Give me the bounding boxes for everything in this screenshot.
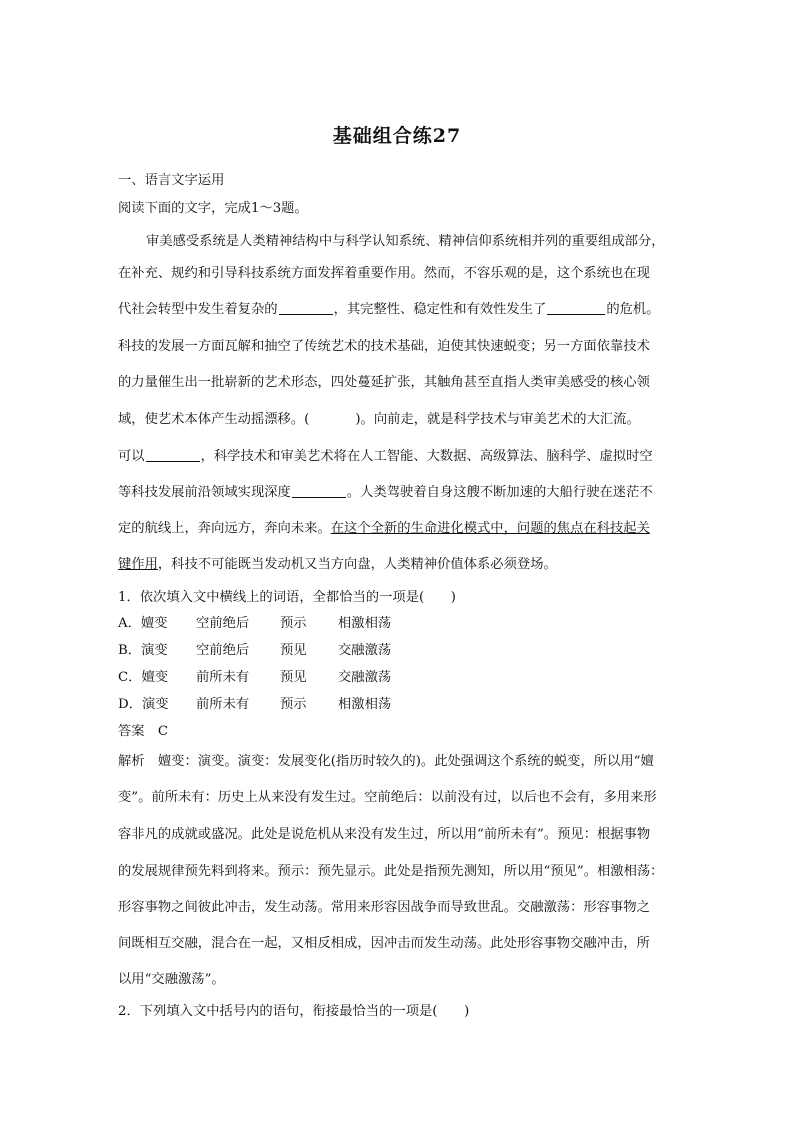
explanation-line-3: 容非凡的成就或盛况。此处是说危机从来没有发生过，所以用“前所未有”。预见：根据事物	[118, 827, 651, 842]
option-word: 空前绝后	[196, 643, 250, 658]
passage-text: )。向前走，就是科学技术与审美艺术的大汇流。	[355, 412, 640, 427]
section-heading: 一、语言文字运用	[118, 173, 225, 188]
explanation-line-1: 解析 嬗变：演变。演变：发展变化(指历时较久的)。此处强调这个系统的蜕变，所以用“嬗	[118, 754, 654, 769]
question-1-option-b	[118, 641, 678, 661]
option-word: 空前绝后	[196, 616, 250, 631]
passage-text: ，科学技术和审美艺术将在人工智能、大数据、高级算法、脑科学、虚拟时空	[200, 449, 653, 464]
fill-blank-2	[547, 302, 605, 315]
question-1-stem: 1．依次填入文中横线上的词语，全都恰当的一项是( )	[118, 590, 456, 605]
explanation-line-4: 的发展规律预先料到将来。预示：预先显示。此处是指预先测知，所以用“预见”。相激相荡：	[118, 864, 664, 879]
page-title: 基础组合练27	[332, 125, 462, 147]
underlined-sentence: 键作用	[118, 557, 158, 572]
passage-text: 在补充、规约和引导科技系统方面发挥着重要作用。然而，不容乐观的是，这个系统也在现	[118, 266, 650, 281]
option-label: D．演变	[118, 697, 169, 712]
instruction: 阅读下面的文字，完成1～3题。	[118, 201, 308, 216]
option-label: B．演变	[118, 643, 168, 658]
fill-blank-3	[146, 449, 200, 462]
passage-line-9	[118, 519, 678, 539]
explanation-line-5: 形容事物之间彼此冲击，发生动荡。常用来形容因战争而导致世乱。交融激荡：形容事物之	[118, 900, 650, 915]
passage-text: ，科技不可能既当发动机又当方向盘，人类精神价值体系必须登场。	[157, 557, 557, 572]
passage-text: 可以	[118, 449, 145, 464]
passage-text: 的危机。	[606, 302, 660, 317]
question-1-answer: 答案 C	[118, 724, 169, 739]
passage-text: 。人类驾驶着自身这艘不断加速的大船行驶在迷茫不	[346, 485, 653, 500]
question-1-option-c	[118, 668, 678, 688]
question-1-option-a	[118, 614, 678, 634]
passage-text: ，其完整性、稳定性和有效性发生了	[333, 302, 547, 317]
explanation-line-2: 变”。前所未有：历史上从来没有发生过。空前绝后：以前没有过，以后也不会有，多用来形	[118, 790, 657, 805]
passage-line-8	[118, 483, 678, 503]
option-label: C．嬗变	[118, 670, 169, 685]
passage-line-10	[118, 555, 678, 575]
option-word: 前所未有	[196, 670, 250, 685]
passage-line-6	[118, 410, 678, 430]
explanation-line-6: 间既相互交融，混合在一起，又相反相成，因冲击而发生动荡。此处形容事物交融冲击，所	[118, 936, 650, 951]
passage-line-2	[118, 264, 678, 284]
option-word: 相激相荡	[338, 616, 392, 631]
option-word: 预示	[280, 697, 307, 712]
underlined-sentence: 在这个全新的生命进化模式中，问题的焦点在科技起关	[330, 521, 650, 536]
option-word: 预示	[280, 616, 307, 631]
option-word: 前所未有	[196, 697, 250, 712]
question-1-option-d	[118, 695, 678, 715]
fill-blank-4	[292, 485, 346, 498]
option-word: 预见	[280, 670, 307, 685]
passage-text: 定的航线上，奔向远方，奔向未来。	[118, 521, 331, 536]
option-word: 交融激荡	[338, 670, 392, 685]
explanation-line-7: 以用“交融激荡”。	[118, 972, 225, 987]
passage-text: 的力量催生出一批崭新的艺术形态，四处蔓延扩张，其触角甚至直指人类审美感受的核心领	[118, 375, 650, 390]
passage-text: 审美感受系统是人类精神结构中与科学认知系统、精神信仰系统相并列的重要组成部分，	[146, 234, 665, 249]
passage-line-4	[118, 337, 678, 357]
question-2-stem: 2．下列填入文中括号内的语句，衔接最恰当的一项是( )	[118, 1004, 470, 1019]
fill-blank-1	[279, 302, 333, 315]
passage-line-5	[118, 373, 678, 393]
option-word: 相激相荡	[338, 697, 392, 712]
passage-text: 等科技发展前沿领域实现深度	[118, 485, 291, 500]
passage-text: 域，使艺术本体产生动摇漂移。(	[118, 412, 310, 427]
option-word: 交融激荡	[338, 643, 392, 658]
passage-text: 代社会转型中发生着复杂的	[118, 302, 278, 317]
option-word: 预见	[280, 643, 307, 658]
passage-line-7	[118, 447, 678, 467]
passage-text: 科技的发展一方面瓦解和抽空了传统艺术的技术基础，迫使其快速蜕变；另一方面依靠技术	[118, 339, 650, 354]
option-label: A．嬗变	[118, 616, 168, 631]
passage-line-3	[118, 300, 678, 320]
passage-line-1	[146, 232, 706, 252]
